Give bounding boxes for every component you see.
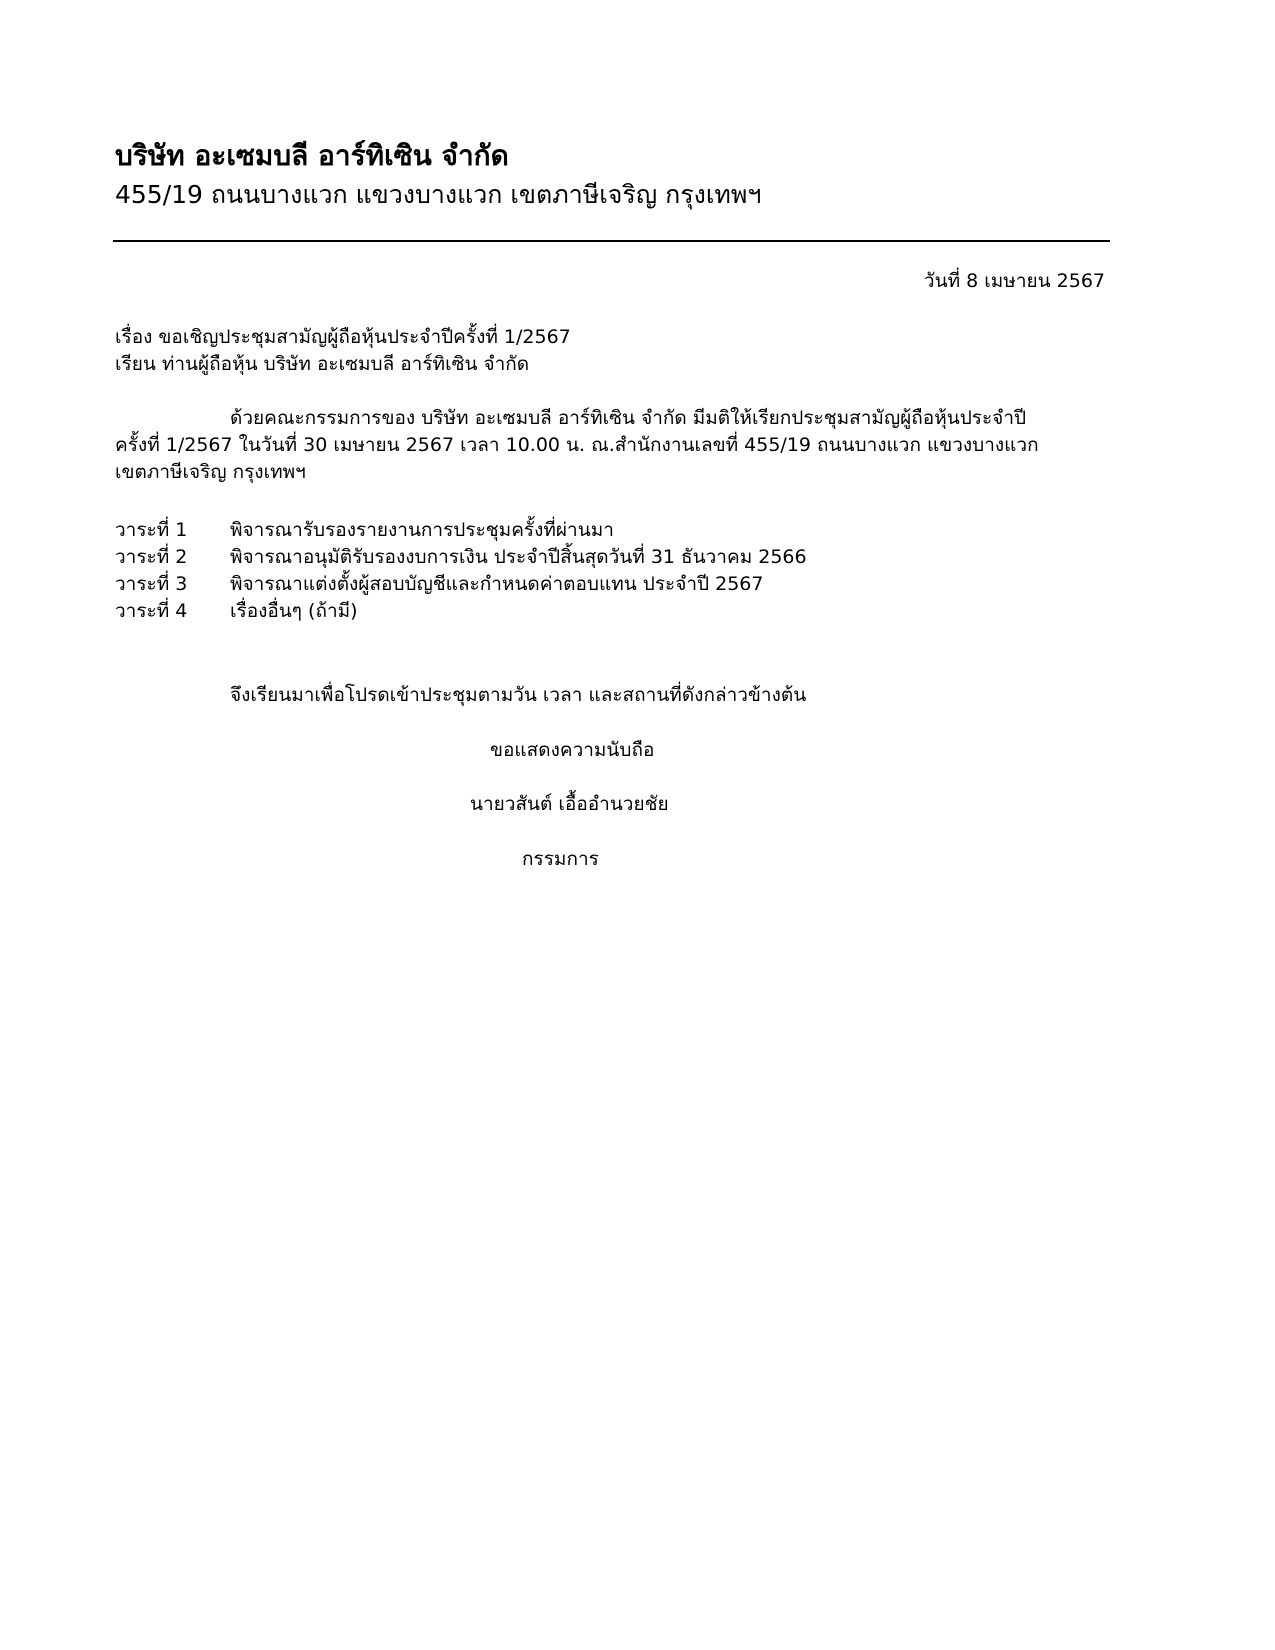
body-paragraph-line: ด้วยคณะกรรมการของ บริษัท อะเซมบลี อาร์ทิเซิน จำกัด มีมติให้เรียกประชุมสามัญผู้ถือหุ้นประจำปี (230, 407, 1027, 429)
signer-name: นายวสันต์ เอื้ออำนวยชัย (470, 793, 669, 815)
agenda-number: วาระที่ 1 (115, 519, 188, 541)
letter-date: วันที่ 8 เมษายน 2567 (923, 270, 1105, 292)
company-address: 455/19 ถนนบางแวก แขวงบางแวก เขตภาษีเจริญ กรุงเทพฯ (115, 180, 762, 209)
signer-position: กรรมการ (522, 848, 599, 870)
header-divider (113, 240, 1110, 242)
body-paragraph-line: เขตภาษีเจริญ กรุงเทพฯ (115, 461, 306, 483)
agenda-description: เรื่องอื่นๆ (ถ้ามี) (230, 600, 358, 622)
agenda-number: วาระที่ 2 (115, 546, 188, 568)
agenda-description: พิจารณาอนุมัติรับรองงบการเงิน ประจำปีสิ้นสุดวันที่ 31 ธันวาคม 2566 (230, 546, 807, 568)
complimentary-close: ขอแสดงความนับถือ (490, 739, 655, 761)
agenda-description: พิจารณารับรองรายงานการประชุมครั้งที่ผ่านมา (230, 519, 614, 541)
agenda-number: วาระที่ 4 (115, 600, 188, 622)
agenda-number: วาระที่ 3 (115, 573, 188, 595)
agenda-description: พิจารณาแต่งตั้งผู้สอบบัญชีและกำหนดค่าตอบแทน ประจำปี 2567 (230, 573, 764, 595)
closing-sentence: จึงเรียนมาเพื่อโปรดเข้าประชุมตามวัน เวลา และสถานที่ดังกล่าวข้างต้น (230, 684, 807, 706)
company-name: บริษัท อะเซมบลี อาร์ทิเซิน จำกัด (115, 139, 509, 172)
body-paragraph-line: ครั้งที่ 1/2567 ในวันที่ 30 เมษายน 2567 เวลา 10.00 น. ณ.สำนักงานเลขที่ 455/19 ถนนบางแวก แขวงบางแวก (115, 434, 1039, 456)
letter-recipient: เรียน ท่านผู้ถือหุ้น บริษัท อะเซมบลี อาร์ทิเซิน จำกัด (115, 353, 530, 375)
letter-subject: เรื่อง ขอเชิญประชุมสามัญผู้ถือหุ้นประจำปีครั้งที่ 1/2567 (115, 326, 571, 348)
